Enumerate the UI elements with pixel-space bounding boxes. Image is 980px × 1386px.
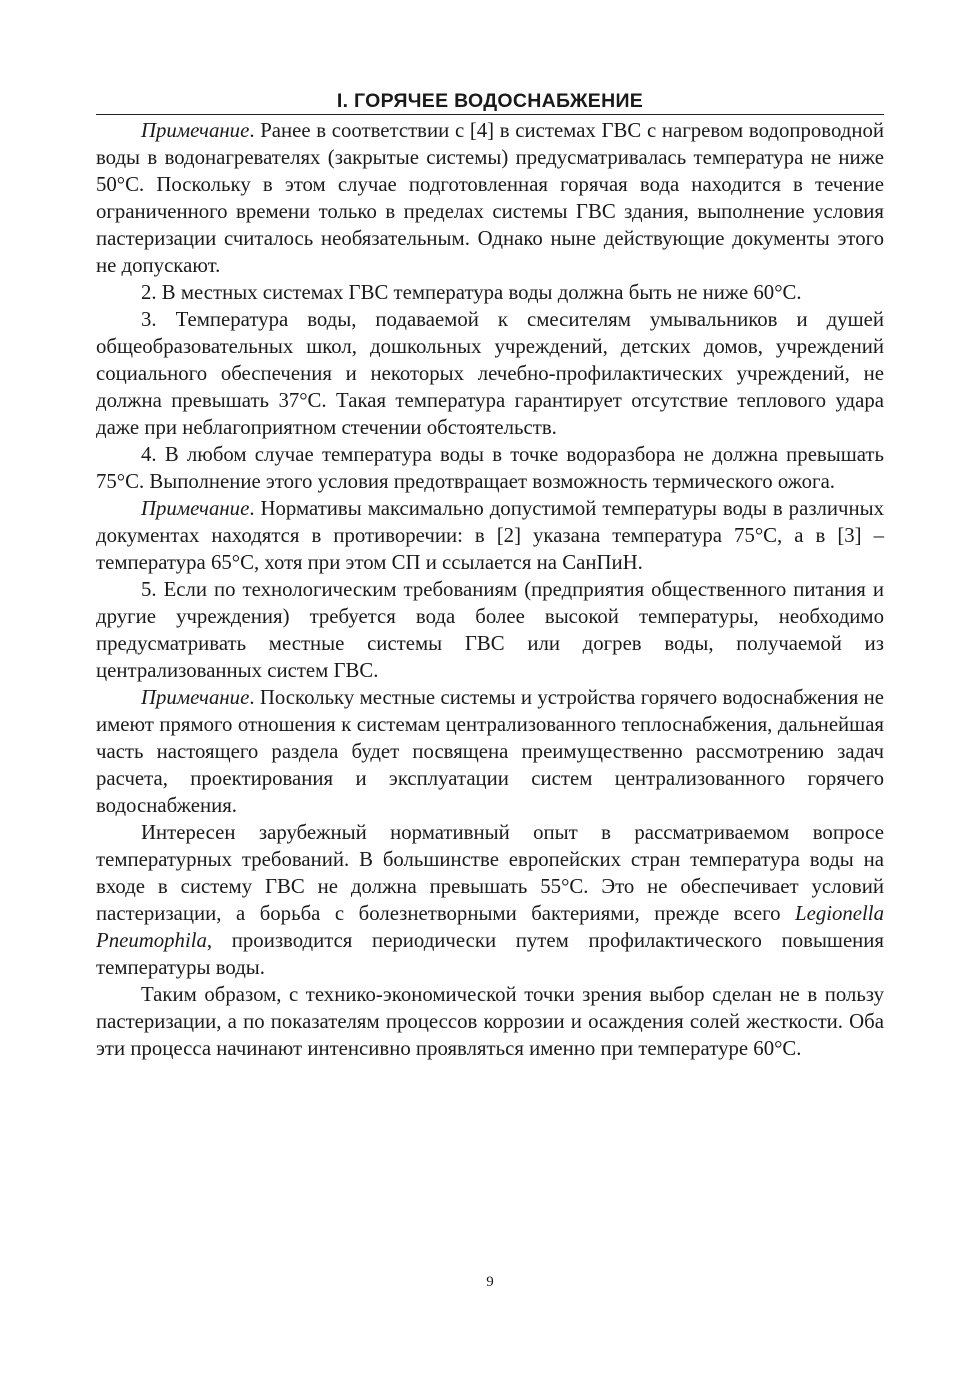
page-number: 9 <box>486 1274 494 1290</box>
body-text <box>96 117 884 1062</box>
note-paragraph <box>96 117 884 279</box>
note-label: Примечание <box>141 497 250 520</box>
paragraph-text: , производится периодически путем профилактического повышения температуры воды. <box>96 929 884 979</box>
paragraph: 4. В любом случае температура воды в точке водоразбора не должна превышать 75°С. Выполнение этого условия предотвращает возможность термического ожога. <box>96 443 884 493</box>
paragraph-text: . Нормативы максимально допустимой температуры воды в различных документах находятся в противоречии: в [2] указана температура 75°С, а в [3] – температура 65°С, хотя при этом СП и ссылается на СанПиН. <box>96 497 884 574</box>
paragraph <box>96 819 884 981</box>
note-label: Примечание <box>141 686 250 709</box>
note-paragraph <box>96 684 884 819</box>
note-paragraph <box>96 495 884 576</box>
paragraph-text: Интересен зарубежный нормативный опыт в рассматриваемом вопросе температурных требований. В большинстве европейских стран температура воды на входе в систему ГВС не должна превышать 55°С. Это не обеспечивает условий пастеризации, а борьба с болезнетворными бактериями, прежде всего <box>96 821 884 925</box>
paragraph: 5. Если по технологическим требованиям (предприятия общественного питания и другие учреждения) требуется вода более высокой температуры, необходимо предусматривать местные системы ГВС или догрев воды, получаемой из централизованных систем ГВС. <box>96 578 884 682</box>
paragraph-text: . Поскольку местные системы и устройства горячего водоснабжения не имеют прямого отношения к системам централизованного теплоснабжения, дальнейшая часть настоящего раздела будет посвящена преимущественно рассмотрению задач расчета, проектирования и эксплуатации систем централизованного горячего водоснабжения. <box>96 686 884 817</box>
note-label: Примечание <box>141 119 250 142</box>
section-title: I. ГОРЯЧЕЕ ВОДОСНАБЖЕНИЕ <box>336 90 644 112</box>
running-header <box>96 88 884 115</box>
paragraph-text: . Ранее в соответствии с [4] в системах ГВС с нагревом водопроводной воды в водонагревателях (закрытые системы) предусматривалась температура не ниже 50°С. Поскольку в этом случае подготовленная горячая вода находится в течение ограниченного времени только в пределах системы ГВС здания, выполнение условия пастеризации считалось необязательным. Однако ныне действующие документы этого не допускают. <box>96 119 884 277</box>
paragraph: 3. Температура воды, подаваемой к смесителям умывальников и душей общеобразовательных школ, дошкольных учреждений, детских домов, учреждений социального обеспечения и некоторых лечебно-профилактических учреждений, не должна превышать 37°С. Такая температура гарантирует отсутствие теплового удара даже при неблагоприятном стечении обстоятельств. <box>96 308 884 439</box>
paragraph: Таким образом, с технико-экономической точки зрения выбор сделан не в пользу пастеризации, а по показателям процессов коррозии и осаждения солей жесткости. Оба эти процесса начинают интенсивно проявляться именно при температуре 60°С. <box>96 983 884 1060</box>
species-name: Legionella Pneumophila <box>96 902 884 952</box>
paragraph: 2. В местных системах ГВС температура воды должна быть не ниже 60°С. <box>141 281 802 304</box>
